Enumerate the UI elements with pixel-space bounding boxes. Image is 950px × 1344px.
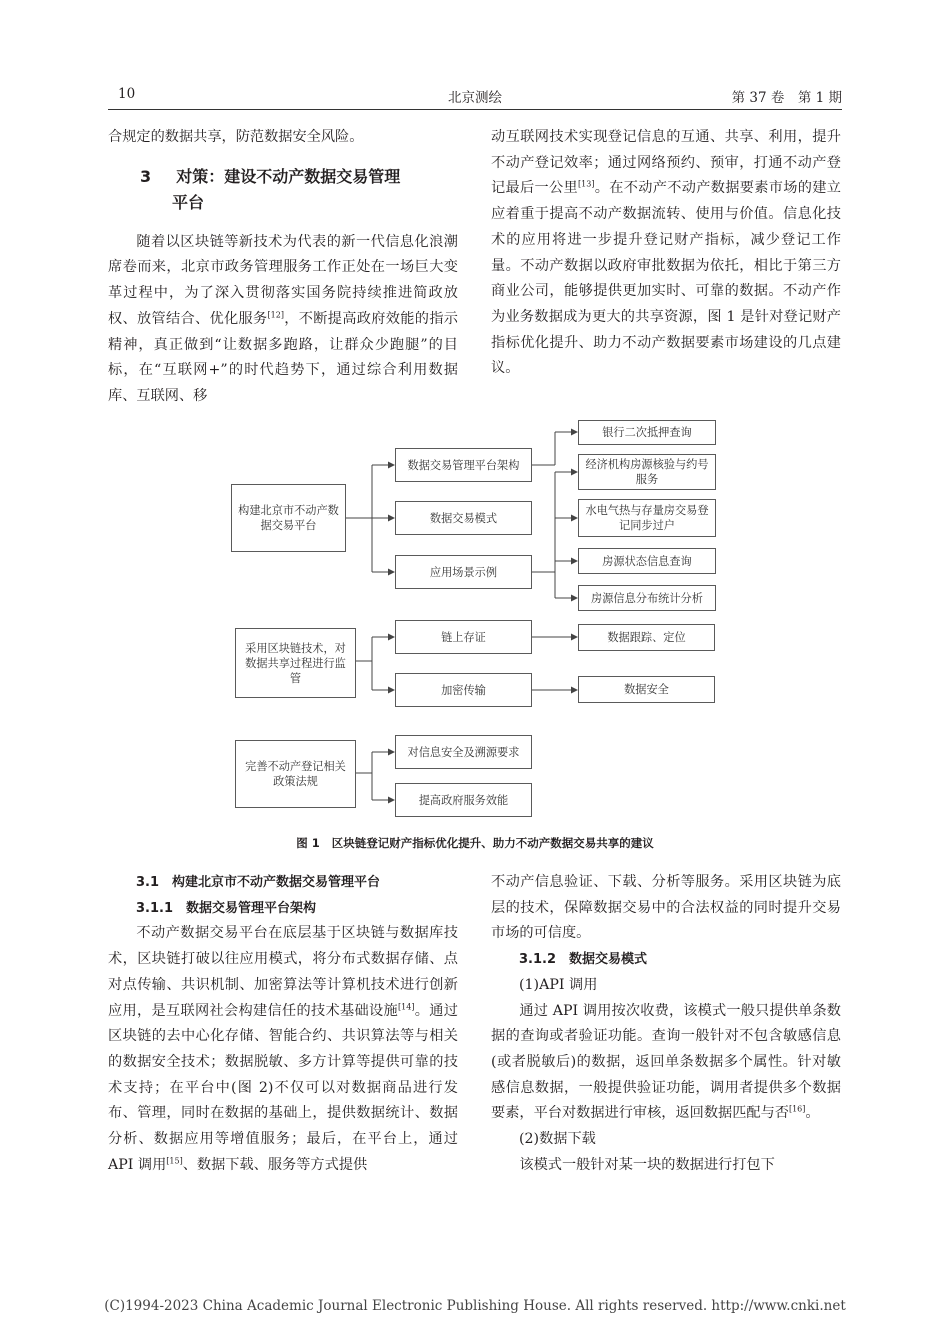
intro-text-tail: ，不断提高政府效能的指示精神，真正做到“让数据多跑路，让群众少跑腿”的目标，在“互联网+”的时代趋势下，通过综合利用数据库、互联网、移	[108, 310, 458, 404]
leaf-bank-mortgage: 银行二次抵押查询	[578, 420, 716, 445]
subsection-3-1-2	[491, 947, 841, 973]
architecture-text-b: 。通过区块链的去中心化存储、智能合约、共识算法等与相关的数据安全技术；数据脱敏、多方计算等提供可靠的技术支持；在平台中(图 2)不仅可以对数据商品进行发布、管理，同时在数据的基础上，提供数据统计、数据分析、数据应用等增值服务；最后，在平台上，通过 API 调用	[108, 1002, 458, 1173]
issue-info: 第 37 卷 第 1 期	[731, 90, 842, 106]
leaf-status-query: 房源状态信息查询	[578, 548, 716, 574]
list-item-download: (2)数据下载	[519, 1131, 596, 1148]
page-number: 10	[118, 86, 136, 102]
node-service-efficiency: 提高政府服务效能	[395, 783, 532, 817]
journal-title: 北京测绘	[448, 90, 502, 106]
leaf-data-tracking: 数据跟踪、定位	[578, 624, 715, 651]
left-column-bottom	[108, 870, 458, 1178]
copyright-footer: (C)1994-2023 China Academic Journal Electronic Publishing House. All rights reserved. http://www.cnki.net	[104, 1298, 846, 1314]
leaf-utility-transfer: 水电气热与存量房交易登记同步过户	[578, 499, 716, 537]
architecture-text-a: 不动产数据交易平台在底层基于区块链与数据库技术，区块链打破以往应用模式，将分布式数据存储、点对点传输、共识机制、加密算法等计算机技术进行创新应用，是互联网社会构建信任的技术基础设施	[108, 925, 458, 1019]
intro-text: 随着以区块链等新技术为代表的新一代信息化浪潮席卷而来，北京市政务管理服务工作正处在一场巨大变革过程中，为了深入贯彻落实国务院持续推进简政放权、放管结合、优化服务	[108, 233, 458, 327]
citation-16: [16]	[788, 1104, 806, 1114]
subsection-3-1-1	[108, 896, 458, 922]
continuation-text: 合规定的数据共享，防范数据安全风险。	[108, 129, 364, 145]
citation-15: [15]	[166, 1156, 183, 1165]
architecture-text-c: 、数据下载、服务等方式提供	[182, 1156, 368, 1173]
leaf-data-security: 数据安全	[578, 676, 715, 703]
subsection-3-1	[108, 870, 458, 896]
api-text-tail: 。	[805, 1105, 820, 1122]
subsection-3-1-2-title: 数据交易模式	[569, 952, 648, 968]
node-encrypted-transmission: 加密传输	[395, 673, 532, 707]
leaf-distribution-analysis: 房源信息分布统计分析	[578, 585, 716, 611]
subsection-3-1-2-number: 3.1.2	[519, 952, 557, 968]
subsection-3-1-1-number: 3.1.1	[136, 900, 174, 916]
node-security-requirements: 对信息安全及溯源要求	[395, 735, 532, 769]
citation-13: [13]	[578, 179, 595, 189]
api-text: 通过 API 调用按次收费，该模式一般只提供单条数据的查询或者验证功能。查询一般针对不包含敏感信息(或者脱敏后)的数据，返回单条数据多个属性。针对敏感信息数据，一般提供验证功能，调用者提供多个数据要素，平台对数据进行审核，返回数据匹配与否	[491, 1002, 841, 1122]
leaf-agency-verification: 经济机构房源核验与约号服务	[578, 454, 716, 490]
right-top-text-tail: 。在不动产不动产数据要素市场的建立应着重于提高不动产数据流转、使用与价值。信息化技术的应用将进一步提升登记财产指标，减少登记工作量。不动产数据以政府审批数据为依托，相比于第三方商业公司，能够提供更加实时、可靠的数据。不动产作为业务数据成为更大的共享资源，图 1 是针对登记财产指标优化提升、助力不动产数据要素市场建设的几点建议。	[491, 180, 841, 377]
node-application-scenarios: 应用场景示例	[395, 555, 532, 589]
right-top-text: 动互联网技术实现登记信息的互通、共享、利用，提升不动产登记效率；通过网络预约、预审，打通不动产登记最后一公里	[491, 129, 841, 197]
node-platform-architecture: 数据交易管理平台架构	[395, 448, 532, 482]
citation-12: [12]	[267, 310, 284, 320]
subsection-3-1-number: 3.1	[136, 875, 160, 890]
section-title-line1: 对策：建设不动产数据交易管理	[176, 166, 401, 186]
node-improve-policy: 完善不动产登记相关政策法规	[235, 740, 356, 808]
node-trading-mode: 数据交易模式	[395, 501, 532, 535]
section-number: 3	[140, 166, 152, 186]
figure-caption-number: 图 1	[296, 836, 320, 850]
continuation-paragraph: 不动产信息验证、下载、分析等服务。采用区块链为底层的技术，保障数据交易中的合法权益的同时提升交易市场的可信度。	[491, 874, 841, 942]
architecture-paragraph	[108, 921, 458, 1178]
figure-caption	[108, 835, 842, 851]
subsection-3-1-1-title: 数据交易管理平台架构	[186, 900, 317, 916]
right-column-bottom	[491, 870, 841, 1178]
api-paragraph	[491, 999, 841, 1128]
subsection-3-1-title: 构建北京市不动产数据交易管理平台	[172, 875, 381, 890]
node-blockchain-supervision: 采用区块链技术，对数据共享过程进行监管	[235, 628, 356, 698]
list-item-api: (1)API 调用	[519, 976, 598, 993]
figure-caption-text: 区块链登记财产指标优化提升、助力不动产数据交易共享的建议	[331, 836, 654, 850]
node-build-platform: 构建北京市不动产数据交易平台	[231, 484, 346, 552]
node-onchain-evidence: 链上存证	[395, 620, 532, 654]
citation-14: [14]	[398, 1001, 415, 1011]
download-paragraph: 该模式一般针对某一块的数据进行打包下	[519, 1156, 775, 1173]
section-title-line2: 平台	[172, 192, 205, 212]
